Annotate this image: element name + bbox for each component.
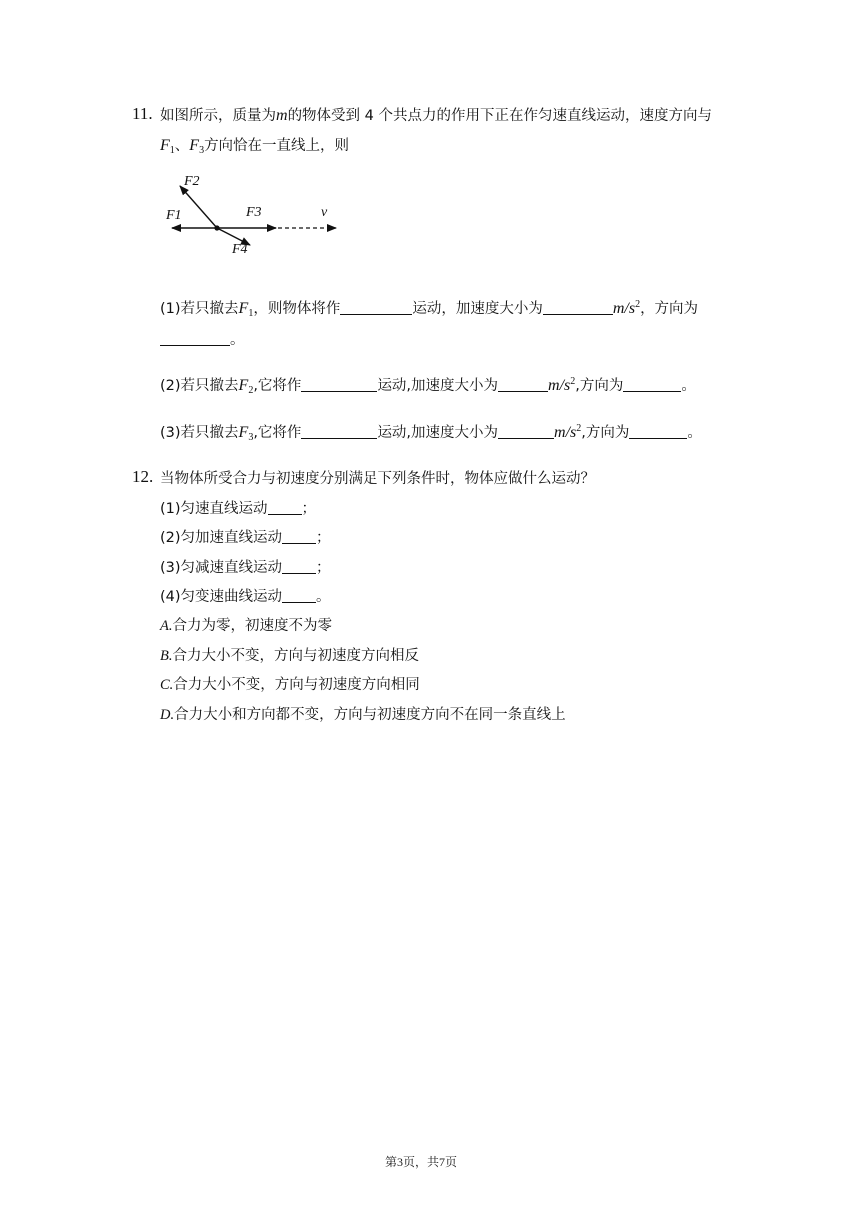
q11-sub1-line2: 。 [160,328,245,349]
q12-option-c: C.合力大小不变，方向与初速度方向相同 [160,677,420,693]
q11-stem-line2: $F_1$、$F_3$方向恰在一直线上，则 [160,137,350,156]
q11-sub3-line: (3)若只撤去$F_3$,它将作 运动,加速度大小为 $m/s^2$,方向为 。 [160,423,702,443]
blank-3-direction[interactable] [629,424,687,439]
blank-1-acceleration[interactable] [543,300,613,315]
blank-1-motion[interactable] [340,300,412,315]
q11-sub1-line1: (1)若只撤去$F_1$，则物体将作 运动，加速度大小为 $m/s^2$，方向为 [160,299,699,319]
blank-12-2[interactable] [282,529,316,544]
label-f4: F4 [232,242,248,257]
q12-item-1: (1)匀速直线运动 ； [160,501,317,517]
blank-3-acceleration[interactable] [498,424,554,439]
label-f2: F2 [184,174,200,189]
q12-option-d: D.合力大小和方向都不变，方向与初速度方向不在同一条直线上 [160,707,566,723]
page-total: 7 [439,1155,446,1169]
q12-number: 12. [132,467,154,486]
blank-1-direction[interactable] [160,331,230,346]
object-point [214,225,219,230]
label-f3: F3 [246,205,262,220]
q12-option-a: A.合力为零，初速度不为零 [160,618,332,634]
page-number: 3 [397,1155,404,1169]
q11-stem-line1: 如图所示，质量为m的物体受到 4 个共点力的作用下正在作匀速直线运动，速度方向与 [160,107,713,124]
q11-sub2-line: (2)若只撤去$F_2$,它将作 运动,加速度大小为 $m/s^2$,方向为 。 [160,376,696,396]
label-v: v [321,205,328,220]
q12-option-b: B.合力大小不变，方向与初速度方向相反 [160,648,419,664]
blank-2-motion[interactable] [301,377,377,392]
mass-symbol: m [276,107,288,124]
q12-item-2: (2)匀加速直线运动 ； [160,530,331,546]
page-footer: 第3页，共7页 [385,1155,458,1169]
blank-3-motion[interactable] [301,424,377,439]
blank-2-direction[interactable] [623,377,681,392]
f2-arrow [180,186,217,228]
blank-12-4[interactable] [282,588,316,603]
blank-12-1[interactable] [268,500,302,515]
q12-stem: 当物体所受合力与初速度分别满足下列条件时，物体应做什么运动？ [160,471,595,487]
q12-item-4: (4)匀变速曲线运动 。 [160,589,331,605]
label-f1: F1 [166,208,182,223]
q11-number: 11. [132,104,153,123]
blank-2-acceleration[interactable] [498,377,548,392]
q12-item-3: (3)匀减速直线运动 ； [160,560,331,576]
blank-12-3[interactable] [282,559,316,574]
